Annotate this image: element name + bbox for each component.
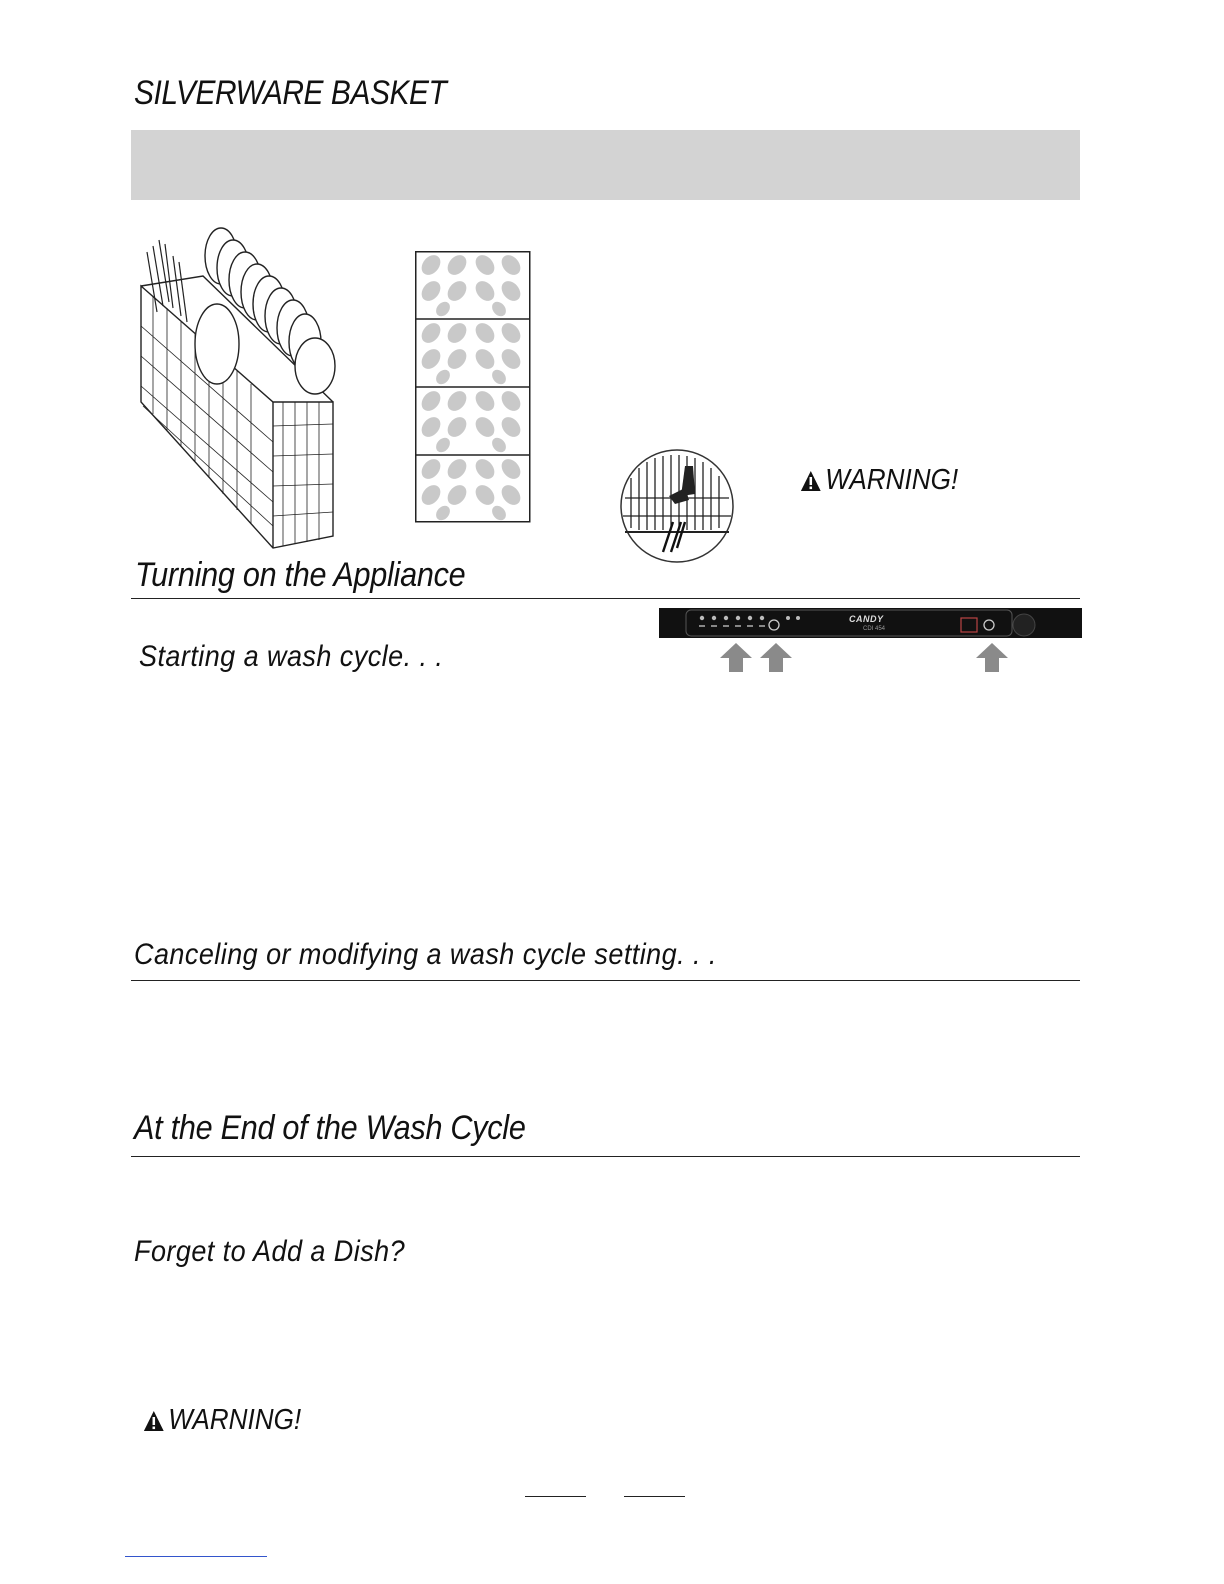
divider bbox=[131, 980, 1080, 981]
section-heading-canceling: Canceling or modifying a wash cycle setting. . . bbox=[134, 938, 717, 971]
up-arrow-icon bbox=[760, 643, 792, 672]
silverware-basket-illustration bbox=[133, 226, 343, 552]
up-arrow-icon bbox=[720, 643, 752, 672]
section-heading-turning-on: Turning on the Appliance bbox=[135, 556, 466, 594]
page-number-line-left bbox=[525, 1496, 586, 1497]
link-underline[interactable] bbox=[125, 1556, 267, 1557]
subheading-starting: Starting a wash cycle. . . bbox=[139, 640, 444, 673]
model-label: CDI 454 bbox=[863, 626, 886, 632]
warning-label-bottom bbox=[143, 1404, 301, 1437]
page-number-line-right bbox=[624, 1496, 685, 1497]
up-arrow-icon bbox=[976, 643, 1008, 672]
cutlery-detail-circle bbox=[619, 448, 735, 564]
page-title: SILVERWARE BASKET bbox=[134, 74, 447, 112]
warning-text: WARNING! bbox=[825, 464, 959, 496]
warning-triangle-icon bbox=[800, 470, 822, 492]
note-banner bbox=[131, 130, 1080, 200]
basket-grid-diagram bbox=[415, 251, 531, 523]
warning-text: WARNING! bbox=[168, 1404, 302, 1436]
divider bbox=[131, 1156, 1080, 1157]
brand-logo: CANDY bbox=[849, 614, 884, 624]
section-heading-end: At the End of the Wash Cycle bbox=[134, 1109, 526, 1147]
divider bbox=[131, 598, 1080, 599]
panel-arrows bbox=[710, 642, 1010, 674]
warning-triangle-icon bbox=[143, 1410, 165, 1432]
control-panel bbox=[659, 608, 1082, 638]
warning-label-top bbox=[800, 464, 958, 497]
subheading-forget: Forget to Add a Dish? bbox=[134, 1235, 406, 1268]
